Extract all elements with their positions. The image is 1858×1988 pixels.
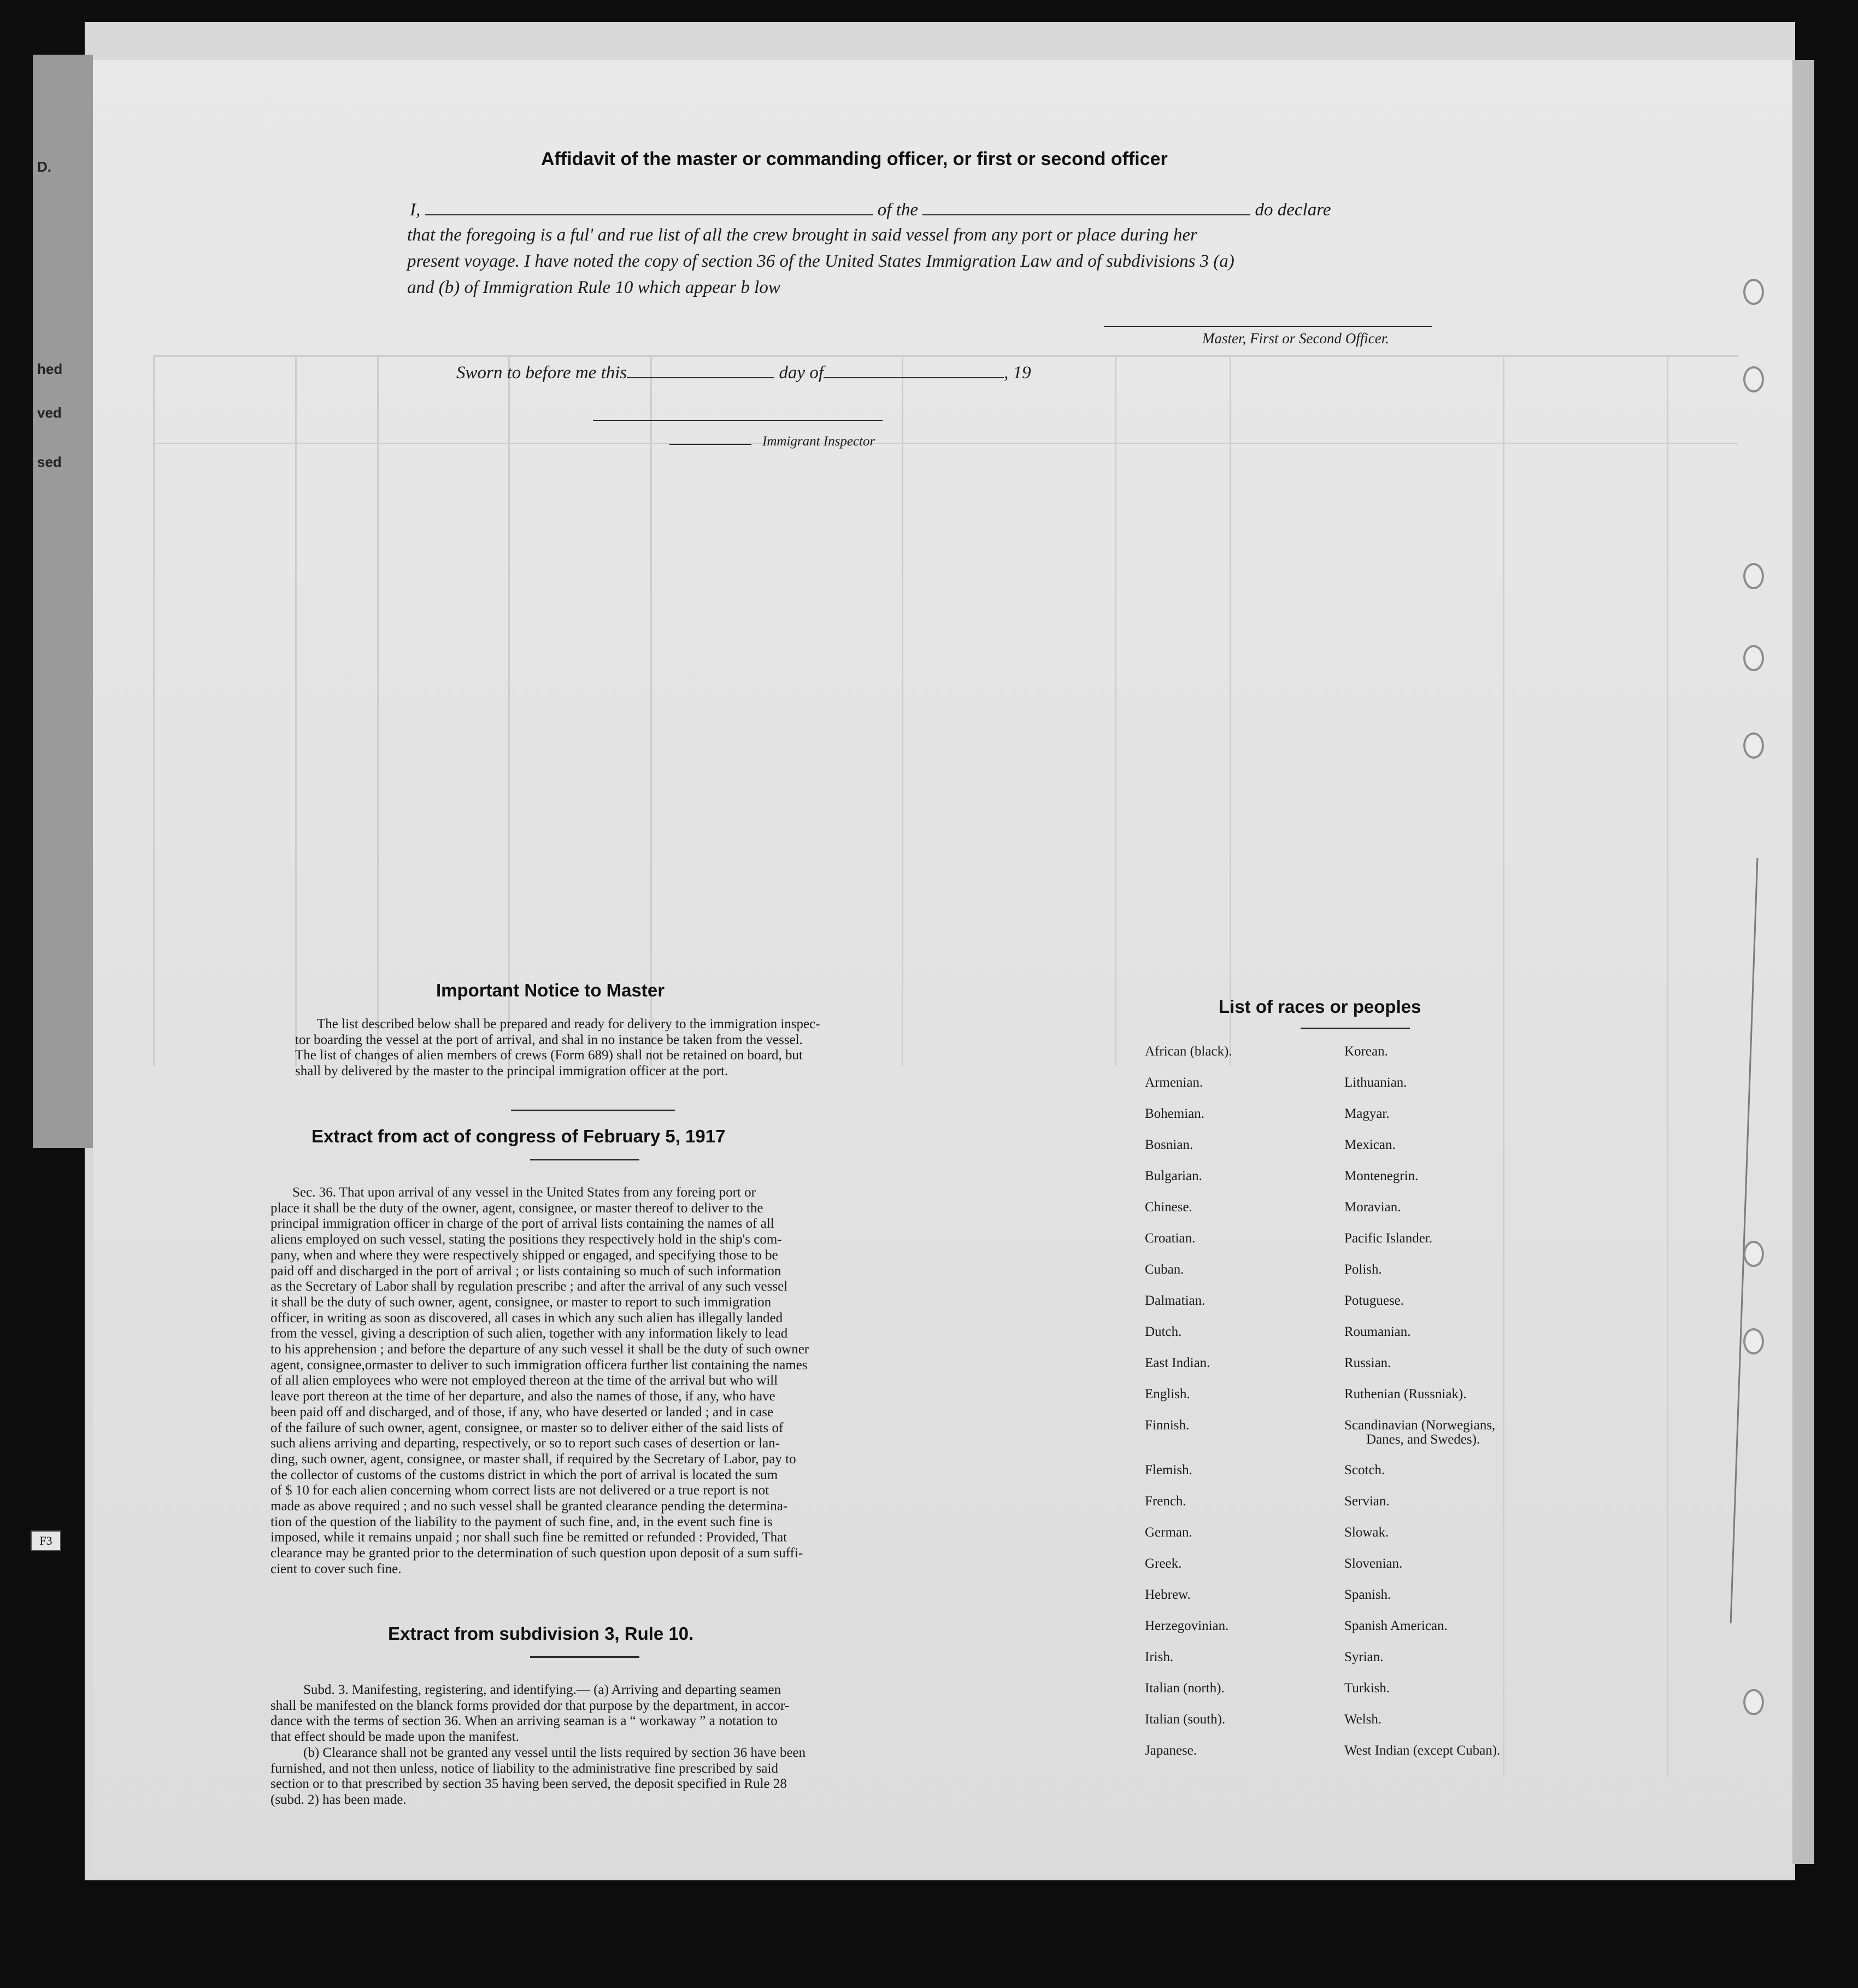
race-item: Mexican. [1344, 1137, 1396, 1152]
race-item: Ruthenian (Russniak). [1344, 1387, 1467, 1401]
act-line: been paid off and discharged, and of those, if any, who have deserted or landed ; and in case [271, 1404, 774, 1420]
notice-line: The list of changes of alien members of crews (Form 689) shall not be retained on board, but [295, 1048, 803, 1063]
margin-fragment: sed [37, 454, 62, 470]
race-item: Spanish American. [1344, 1618, 1448, 1633]
race-item: German. [1145, 1525, 1192, 1540]
race-item: Moravian. [1344, 1200, 1401, 1215]
left-margin-strip [33, 55, 93, 1148]
race-item: Flemish. [1145, 1463, 1192, 1477]
rule-line: section or to that prescribed by section 35 having been served, the deposit specified in Rule 28 [271, 1776, 787, 1792]
act-line: Sec. 36. That upon arrival of any vessel in the United States from any foreing port or [292, 1185, 756, 1200]
act-line: tion of the question of the liability to the payment of such fine, and, in the event such fine is [271, 1514, 773, 1529]
master-signature-line [1104, 326, 1432, 327]
race-item: Turkish. [1344, 1681, 1390, 1696]
race-item: Lithuanian. [1344, 1075, 1407, 1090]
act-line: such aliens arriving and departing, respectively, or so to report such cases of desertion or lan- [271, 1436, 780, 1451]
manifest-page [93, 60, 1792, 1875]
act-line: pany, when and where they were respectively shipped or engaged, and specifying those to be [271, 1247, 778, 1263]
binder-hole [1743, 563, 1764, 589]
act-line: agent, consignee,ormaster to deliver to such immigration officera further list containing the names [271, 1357, 808, 1373]
race-item: Pacific Islander. [1344, 1231, 1433, 1246]
binder-hole [1743, 732, 1764, 759]
race-item: West Indian (except Cuban). [1344, 1743, 1501, 1758]
race-item: East Indian. [1145, 1356, 1210, 1370]
race-item: Russian. [1344, 1356, 1391, 1370]
race-item: Welsh. [1344, 1712, 1382, 1727]
race-item: Dutch. [1145, 1324, 1182, 1339]
act-line: aliens employed on such vessel, stating the positions they respectively hold in the ship's com- [271, 1232, 782, 1247]
race-item: Syrian. [1344, 1650, 1384, 1664]
races-divider [1301, 1028, 1410, 1029]
race-item: Greek. [1145, 1556, 1182, 1571]
binder-hole [1743, 1689, 1764, 1715]
affidavit-line-3: present voyage. I have noted the copy of section 36 of the United States Immigration Law and of subdivisions 3 (a) [407, 251, 1234, 271]
affidavit-line-4: and (b) of Immigration Rule 10 which appear b low [407, 278, 780, 297]
race-item: Hebrew. [1145, 1587, 1191, 1602]
race-item: Servian. [1344, 1494, 1390, 1509]
act-line: officer, in writing as soon as discovered, all cases in which any such alien has illegally landed [271, 1310, 783, 1326]
race-item: Bohemian. [1145, 1106, 1205, 1121]
binder-hole [1743, 366, 1764, 392]
inspector-signature-line [593, 420, 883, 421]
right-paper-edge [1792, 60, 1814, 1864]
race-item: Scotch. [1344, 1463, 1385, 1477]
margin-fragment: ved [37, 404, 62, 421]
race-item: Danes, and Swedes). [1366, 1432, 1480, 1447]
race-item: African (black). [1145, 1044, 1232, 1059]
act-line: cient to cover such fine. [271, 1561, 402, 1576]
rule-line: Subd. 3. Manifesting, registering, and identifying.— (a) Arriving and departing seamen [303, 1682, 781, 1697]
race-item: Potuguese. [1344, 1293, 1404, 1308]
race-item: Scandinavian (Norwegians, [1344, 1418, 1496, 1433]
race-item: Chinese. [1145, 1200, 1192, 1215]
margin-fragment: D. [37, 159, 51, 175]
race-item: Italian (north). [1145, 1681, 1225, 1696]
extract-act-heading: Extract from act of congress of February 5, 1917 [311, 1126, 726, 1146]
master-signature-label: Master, First or Second Officer. [1202, 330, 1389, 347]
act-line: principal immigration officer in charge of the port of arrival lists containing the names of all [271, 1216, 774, 1231]
race-item: Japanese. [1145, 1743, 1197, 1758]
act-line: imposed, while it remains unpaid ; nor shall such fine be remitted or refunded : Provided, That [271, 1530, 787, 1545]
act-line: to his apprehension ; and before the departure of any such vessel it shall be the duty of such owner [271, 1342, 809, 1357]
notice-line: The list described below shall be prepared and ready for delivery to the immigration inspec- [317, 1017, 820, 1031]
affidavit-heading: Affidavit of the master or commanding officer, or first or second officer [541, 149, 1168, 169]
race-item: Irish. [1145, 1650, 1174, 1664]
paper-tear [1730, 858, 1791, 1623]
race-item: Korean. [1344, 1044, 1388, 1059]
race-item: Finnish. [1145, 1418, 1190, 1433]
act-line: of the failure of such owner, agent, consignee, or master so to deliver either of the said lists of [271, 1420, 784, 1435]
race-item: Roumanian. [1344, 1324, 1411, 1339]
race-item: Herzegovinian. [1145, 1618, 1229, 1633]
race-item: Bulgarian. [1145, 1169, 1202, 1183]
rule-line: dance with the terms of section 36. When an arriving seaman is a “ workaway ” a notation to [271, 1714, 778, 1729]
binder-hole [1743, 645, 1764, 671]
race-item: Spanish. [1344, 1587, 1391, 1602]
race-item: French. [1145, 1494, 1186, 1509]
affidavit-line-declare: I, of the do declare [410, 198, 1331, 220]
act-line: made as above required ; and no such vessel shall be granted clearance pending the determina- [271, 1499, 788, 1514]
notice-line: shall by delivered by the master to the principal immigration officer at the port. [295, 1064, 728, 1079]
notice-paragraph [295, 1017, 978, 1080]
act-line: clearance may be granted prior to the determination of such question upon deposit of a sum suffi- [271, 1546, 803, 1561]
act-line: of $ 10 for each alien concerning whom correct lists are not delivered or a true report is not [271, 1483, 769, 1498]
margin-fragment: hed [37, 361, 63, 377]
race-item: Slovenian. [1344, 1556, 1403, 1571]
act-line: it shall be the duty of such owner, agent, consignee, or master to report to such immigration [271, 1294, 772, 1310]
race-item: Cuban. [1145, 1262, 1184, 1277]
inspector-label: Immigrant Inspector [762, 434, 875, 449]
race-item: Dalmatian. [1145, 1293, 1206, 1308]
notice-line: tor boarding the vessel at the port of arrival, and shal in no instance be taken from the vessel. [295, 1032, 803, 1047]
margin-tab: F3 [31, 1530, 61, 1551]
rule-line: (b) Clearance shall not be granted any vessel until the lists required by section 36 have been [303, 1745, 806, 1760]
rule-line: (subd. 2) has been made. [271, 1792, 407, 1807]
notice-divider [511, 1110, 675, 1111]
extract-rule-divider [530, 1656, 639, 1658]
race-item: Croatian. [1145, 1231, 1196, 1246]
races-heading: List of races or peoples [1219, 996, 1421, 1017]
extract-rule-paragraph [271, 1682, 977, 1808]
race-item: Montenegrin. [1344, 1169, 1419, 1183]
rule-line: shall be manifested on the blanck forms provided dor that purpose by the department, in accor- [271, 1698, 790, 1713]
inspector-signature-dash [669, 444, 751, 445]
act-line: as the Secretary of Labor shall by regulation prescribe ; and after the arrival of any such vessel [271, 1279, 788, 1294]
act-line: ding, such owner, agent, consignee, or master shall, if required by the Secretary of Labor, pay to [271, 1451, 796, 1467]
sworn-line: Sworn to before me this day of , 19 [456, 361, 1031, 383]
extract-rule-heading: Extract from subdivision 3, Rule 10. [388, 1623, 694, 1644]
race-item: Armenian. [1145, 1075, 1203, 1090]
affidavit-line-2: that the foregoing is a ful' and rue list of all the crew brought in said vessel from any port or place during her [407, 225, 1197, 245]
race-item: Slowak. [1344, 1525, 1389, 1540]
notice-heading: Important Notice to Master [436, 980, 665, 1000]
rule-line: that effect should be made upon the manifest. [271, 1729, 519, 1745]
race-item: Italian (south). [1145, 1712, 1226, 1727]
race-item: English. [1145, 1387, 1190, 1401]
extract-act-paragraph [271, 1185, 977, 1578]
act-line: place it shall be the duty of the owner, agent, consignee, or master thereof to deliver to the [271, 1200, 763, 1216]
act-line: paid off and discharged in the port of arrival ; or lists containing so much of such information [271, 1263, 781, 1279]
rule-line: furnished, and not then unless, notice of liability to the administrative fine prescribed by said [271, 1761, 778, 1776]
race-item: Polish. [1344, 1262, 1382, 1277]
act-line: leave port thereon at the time of her departure, and also the names of those, if any, who have [271, 1389, 775, 1404]
act-line: the collector of customs of the customs district in which the port of arrival is located the sum [271, 1467, 778, 1482]
race-item: Bosnian. [1145, 1137, 1193, 1152]
race-item: Magyar. [1344, 1106, 1390, 1121]
binder-hole [1743, 279, 1764, 305]
act-line: from the vessel, giving a description of such alien, together with any information likely to lead [271, 1326, 788, 1341]
extract-act-divider [530, 1159, 639, 1160]
act-line: of all alien employees who were not employed thereon at the time of the arrival but who will [271, 1373, 778, 1388]
